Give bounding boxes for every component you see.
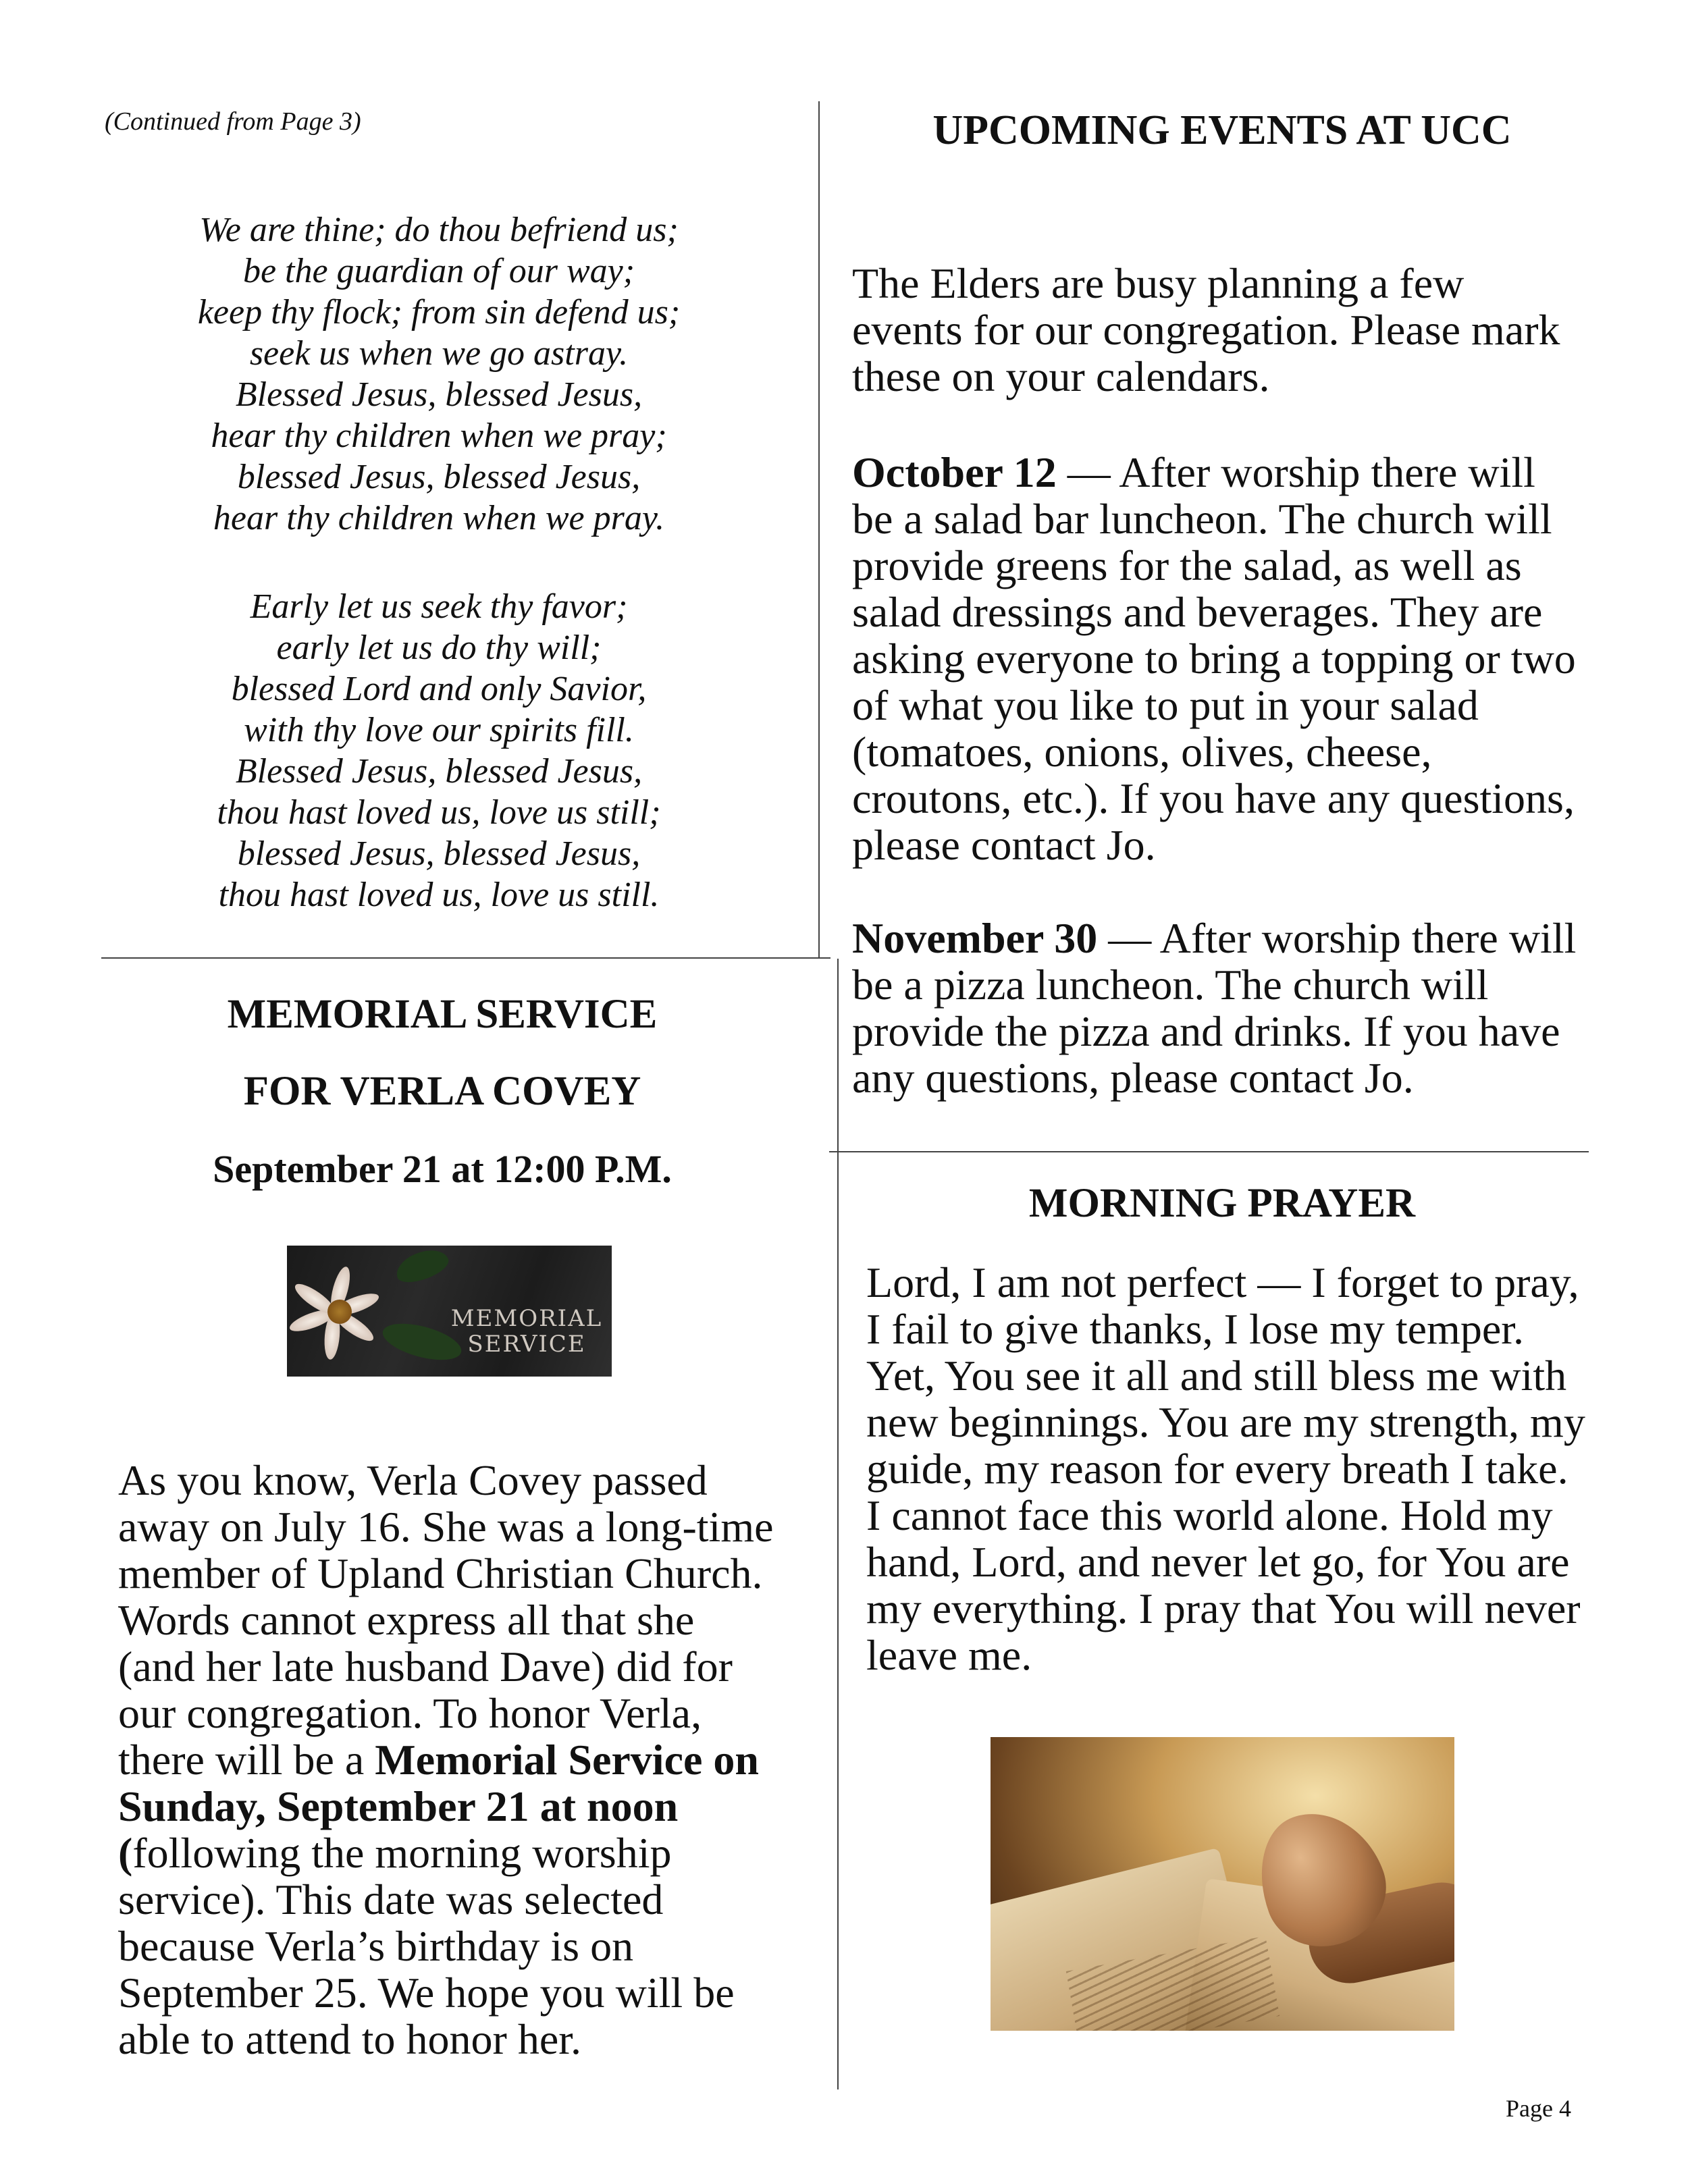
hymn-line: with thy love our spirits fill. [244, 711, 634, 749]
column-divider-lower [837, 959, 839, 2089]
hymn-line: seek us when we go astray. [249, 334, 629, 373]
lily-center [327, 1300, 352, 1324]
events-heading: UPCOMING EVENTS AT UCC [932, 107, 1512, 153]
event-november [852, 915, 1585, 1101]
hymn-line: Blessed Jesus, blessed Jesus, [235, 375, 643, 414]
prayer-text: Lord, I am not perfect — I forget to pray, I fail to give thanks, I lose my temper. Yet, You see it all and still bless me with new beginnings. You are my strength, my guide, my reason for every breath I take. I cannot face this world alone. Hold my hand, Lord, and never let go, for You are my everything. I pray that You will never leave me. [866, 1258, 1585, 1679]
memorial-paragraph [118, 1457, 776, 2062]
hymn-line: be the guardian of our way; [242, 252, 635, 290]
section-divider-left [101, 957, 830, 959]
memorial-service-image [287, 1246, 612, 1377]
hymn-line: We are thine; do thou befriend us; [199, 211, 679, 249]
event-date: November 30 [852, 914, 1098, 962]
memorial-image-text: SERVICE [467, 1331, 586, 1358]
event-october [852, 449, 1585, 868]
hymn-line: Early let us seek thy favor; [250, 587, 628, 626]
section-divider-right [829, 1151, 1589, 1152]
column-divider-upper [818, 101, 820, 959]
hymn-line: early let us do thy will; [276, 629, 602, 667]
memorial-subheading: FOR VERLA COVEY [243, 1069, 641, 1114]
hymn-line: hear thy children when we pray; [211, 417, 667, 455]
events-intro-text: The Elders are busy planning a few events for our congregation. Please mark these on your calendars. [852, 259, 1560, 400]
hymn-line: blessed Lord and only Savior, [231, 670, 647, 708]
memorial-heading: MEMORIAL SERVICE [227, 992, 658, 1037]
hymn-line: thou hast loved us, love us still; [217, 793, 661, 832]
prayer-paragraph [866, 1259, 1589, 1678]
hymn-line: blessed Jesus, blessed Jesus, [237, 458, 641, 496]
hymn-line: Blessed Jesus, blessed Jesus, [235, 752, 643, 791]
continued-note: (Continued from Page 3) [105, 107, 361, 136]
hymn-line: hear thy children when we pray. [213, 499, 665, 537]
hymn-line: keep thy flock; from sin defend us; [197, 293, 681, 331]
prayer-heading: MORNING PRAYER [1028, 1181, 1416, 1226]
page-number: Page 4 [1506, 2095, 1571, 2122]
praying-hands-bible-image [991, 1737, 1454, 2031]
memorial-text: following the morning worship service). This date was selected because Verla’s birthday is on September 25. We hope you will be able to attend to honor her. [118, 1829, 735, 2063]
events-intro [852, 260, 1585, 400]
event-description: — After worship there will be a salad bar luncheon. The church will provide greens for the salad, as well as salad dressings and beverages. They are asking everyone to bring a topping or two of what you like to put in your salad (tomatoes, onions, olives, cheese, croutons, etc.). If you have any questions, please contact Jo. [852, 448, 1576, 869]
event-description: — After worship there will be a pizza luncheon. The church will provide the pizza and drinks. If you have any questions, please contact Jo. [852, 914, 1577, 1102]
memorial-bold-text: Memorial Service on Sunday, September 21 at noon ( [118, 1736, 759, 1877]
memorial-image-text: MEMORIAL [450, 1305, 603, 1332]
hymn-verse-2 [101, 586, 776, 915]
memorial-text: As you know, Verla Covey passed away on July 16. She was a long-time member of Upland Christian Church. Words cannot express all that she (and her late husband Dave) did for our congregation. To honor Verla, there will be a [118, 1456, 774, 1784]
event-date: October 12 [852, 448, 1057, 496]
hymn-line: blessed Jesus, blessed Jesus, [237, 834, 641, 873]
lily-leaf [392, 1246, 452, 1287]
memorial-date: September 21 at 12:00 P.M. [213, 1147, 672, 1191]
hymn-verse-1 [101, 209, 776, 539]
hymn-line: thou hast loved us, love us still. [218, 876, 660, 914]
